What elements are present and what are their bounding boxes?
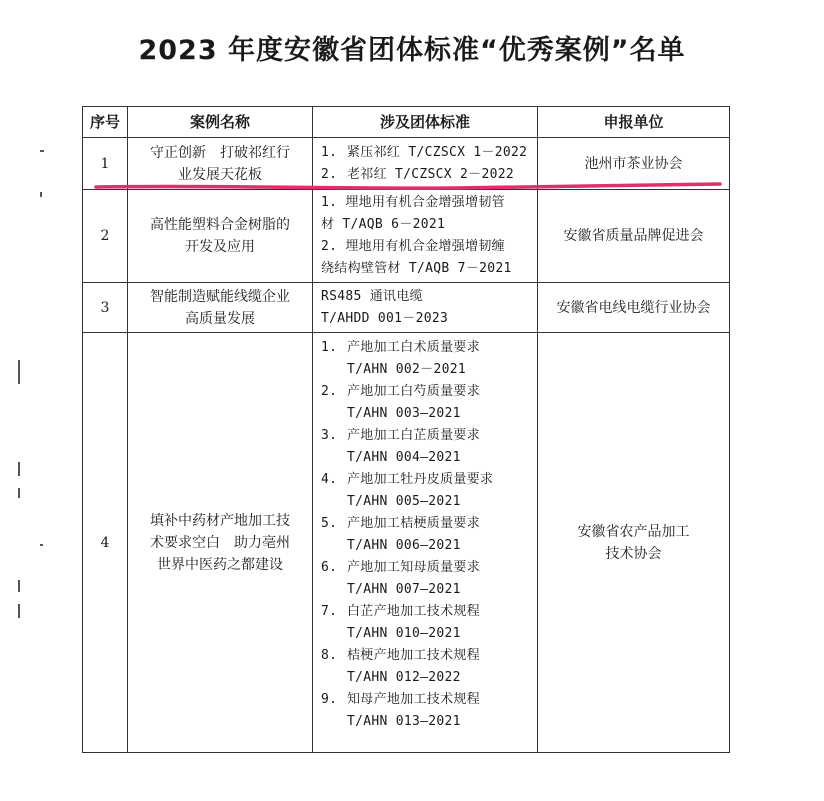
standard-text: 桔梗产地加工技术规程 [347, 648, 481, 663]
applicant-unit-line: 技术协会 [605, 545, 662, 562]
case-name-line: 高质量发展 [185, 310, 255, 327]
standard-text: 老祁红 T/CZSCX 2－2022 [347, 166, 514, 182]
standard-code: T/AHN 007—2021 [347, 582, 461, 597]
scan-mark [40, 150, 44, 152]
standard-line: T/AHDD 001－2023 [321, 310, 449, 326]
standard-number: 3. [321, 428, 338, 443]
applicant-unit: 安徽省电线电缆行业协会 [538, 283, 730, 333]
case-name-line: 填补中药材产地加工技 [150, 512, 290, 529]
standard-code: T/AHN 013—2021 [347, 714, 461, 729]
table-header-row [83, 107, 730, 138]
standard-item [321, 469, 529, 513]
case-name [128, 283, 313, 333]
standard-number: 1. [321, 144, 338, 160]
standard-code: T/AHN 010—2021 [347, 626, 461, 641]
standards-cell [313, 283, 538, 333]
highlight-underline [94, 181, 722, 193]
standard-number: 7. [321, 604, 338, 619]
header-case-name: 案例名称 [128, 107, 313, 138]
standard-item [321, 601, 529, 645]
standard-line: 材 T/AQB 6－2021 [321, 217, 446, 232]
standard-text: 产地加工白术质量要求 [347, 340, 481, 355]
case-name-line: 守正创新 打破祁红行 [150, 144, 290, 161]
standard-text: 知母产地加工技术规程 [347, 692, 481, 707]
table-row [83, 190, 730, 283]
standard-number: 9. [321, 692, 338, 707]
standard-code: T/AHN 003—2021 [347, 406, 461, 421]
standard-text: 产地加工桔梗质量要求 [347, 516, 481, 531]
case-name-line: 高性能塑料合金树脂的 [150, 217, 290, 233]
highlight-stroke [96, 184, 720, 188]
standard-item [321, 513, 529, 557]
row-no: 2 [83, 190, 128, 283]
standard-number: 2. [321, 384, 338, 399]
standard-line: RS485 通讯电缆 [321, 288, 423, 304]
header-no: 序号 [83, 107, 128, 138]
table-row [83, 283, 730, 333]
case-name [128, 333, 313, 753]
standards-cell [313, 333, 538, 753]
standard-text: 产地加工白芍质量要求 [347, 384, 481, 399]
applicant-unit-line: 安徽省农产品加工 [577, 523, 690, 540]
standard-number: 4. [321, 472, 338, 487]
case-name [128, 190, 313, 283]
case-name-line: 业发展天花板 [178, 166, 262, 183]
standard-text: 产地加工知母质量要求 [347, 560, 481, 575]
standard-code: T/AHN 006—2021 [347, 538, 461, 553]
row-no: 1 [83, 138, 128, 190]
standard-number: 6. [321, 560, 338, 575]
header-unit: 申报单位 [538, 107, 730, 138]
scan-mark [18, 462, 20, 476]
case-name-line: 世界中医药之都建设 [157, 556, 283, 573]
case-name-line: 术要求空白 助力亳州 [150, 534, 290, 551]
standard-item [321, 142, 529, 164]
standard-item [321, 425, 529, 469]
scan-mark [18, 604, 20, 618]
standard-number: 2. [321, 166, 338, 182]
standard-item [321, 689, 529, 733]
standards-cell [313, 190, 538, 283]
case-list-table [82, 106, 730, 753]
standard-item [321, 337, 529, 381]
standard-code: T/AHN 002－2021 [347, 362, 466, 377]
standard-text: 产地加工牡丹皮质量要求 [347, 472, 494, 487]
standard-item [321, 557, 529, 601]
table-row [83, 333, 730, 753]
row-no: 4 [83, 333, 128, 753]
scan-mark [18, 580, 20, 592]
row-no: 3 [83, 283, 128, 333]
standard-text: 白芷产地加工技术规程 [347, 604, 481, 619]
applicant-unit: 安徽省质量品牌促进会 [538, 190, 730, 283]
standard-item [321, 381, 529, 425]
scan-mark [18, 488, 20, 498]
standard-number: 8. [321, 648, 338, 663]
standard-line: 1. 埋地用有机合金增强增韧管 [321, 195, 505, 210]
case-name-line: 智能制造赋能线缆企业 [150, 288, 290, 305]
standard-text: 紧压祁红 T/CZSCX 1－2022 [347, 144, 528, 160]
case-name-line: 开发及应用 [185, 239, 255, 255]
standard-line: 2. 埋地用有机合金增强增韧缠 [321, 239, 505, 254]
standard-item [321, 645, 529, 689]
scan-mark [18, 360, 20, 384]
standard-number: 1. [321, 340, 338, 355]
applicant-unit [538, 333, 730, 753]
standard-line: 绕结构壁管材 T/AQB 7－2021 [321, 261, 512, 276]
page-title: 2023 年度安徽省团体标准“优秀案例”名单 [138, 35, 686, 66]
scan-mark [40, 192, 42, 197]
standard-code: T/AHN 012—2022 [347, 670, 461, 685]
standard-number: 5. [321, 516, 338, 531]
standard-code: T/AHN 005—2021 [347, 494, 461, 509]
standard-text: 产地加工白芷质量要求 [347, 428, 481, 443]
applicant-unit: 池州市茶业协会 [538, 138, 730, 190]
scan-mark [40, 544, 43, 546]
standard-code: T/AHN 004—2021 [347, 450, 461, 465]
header-standards: 涉及团体标准 [313, 107, 538, 138]
